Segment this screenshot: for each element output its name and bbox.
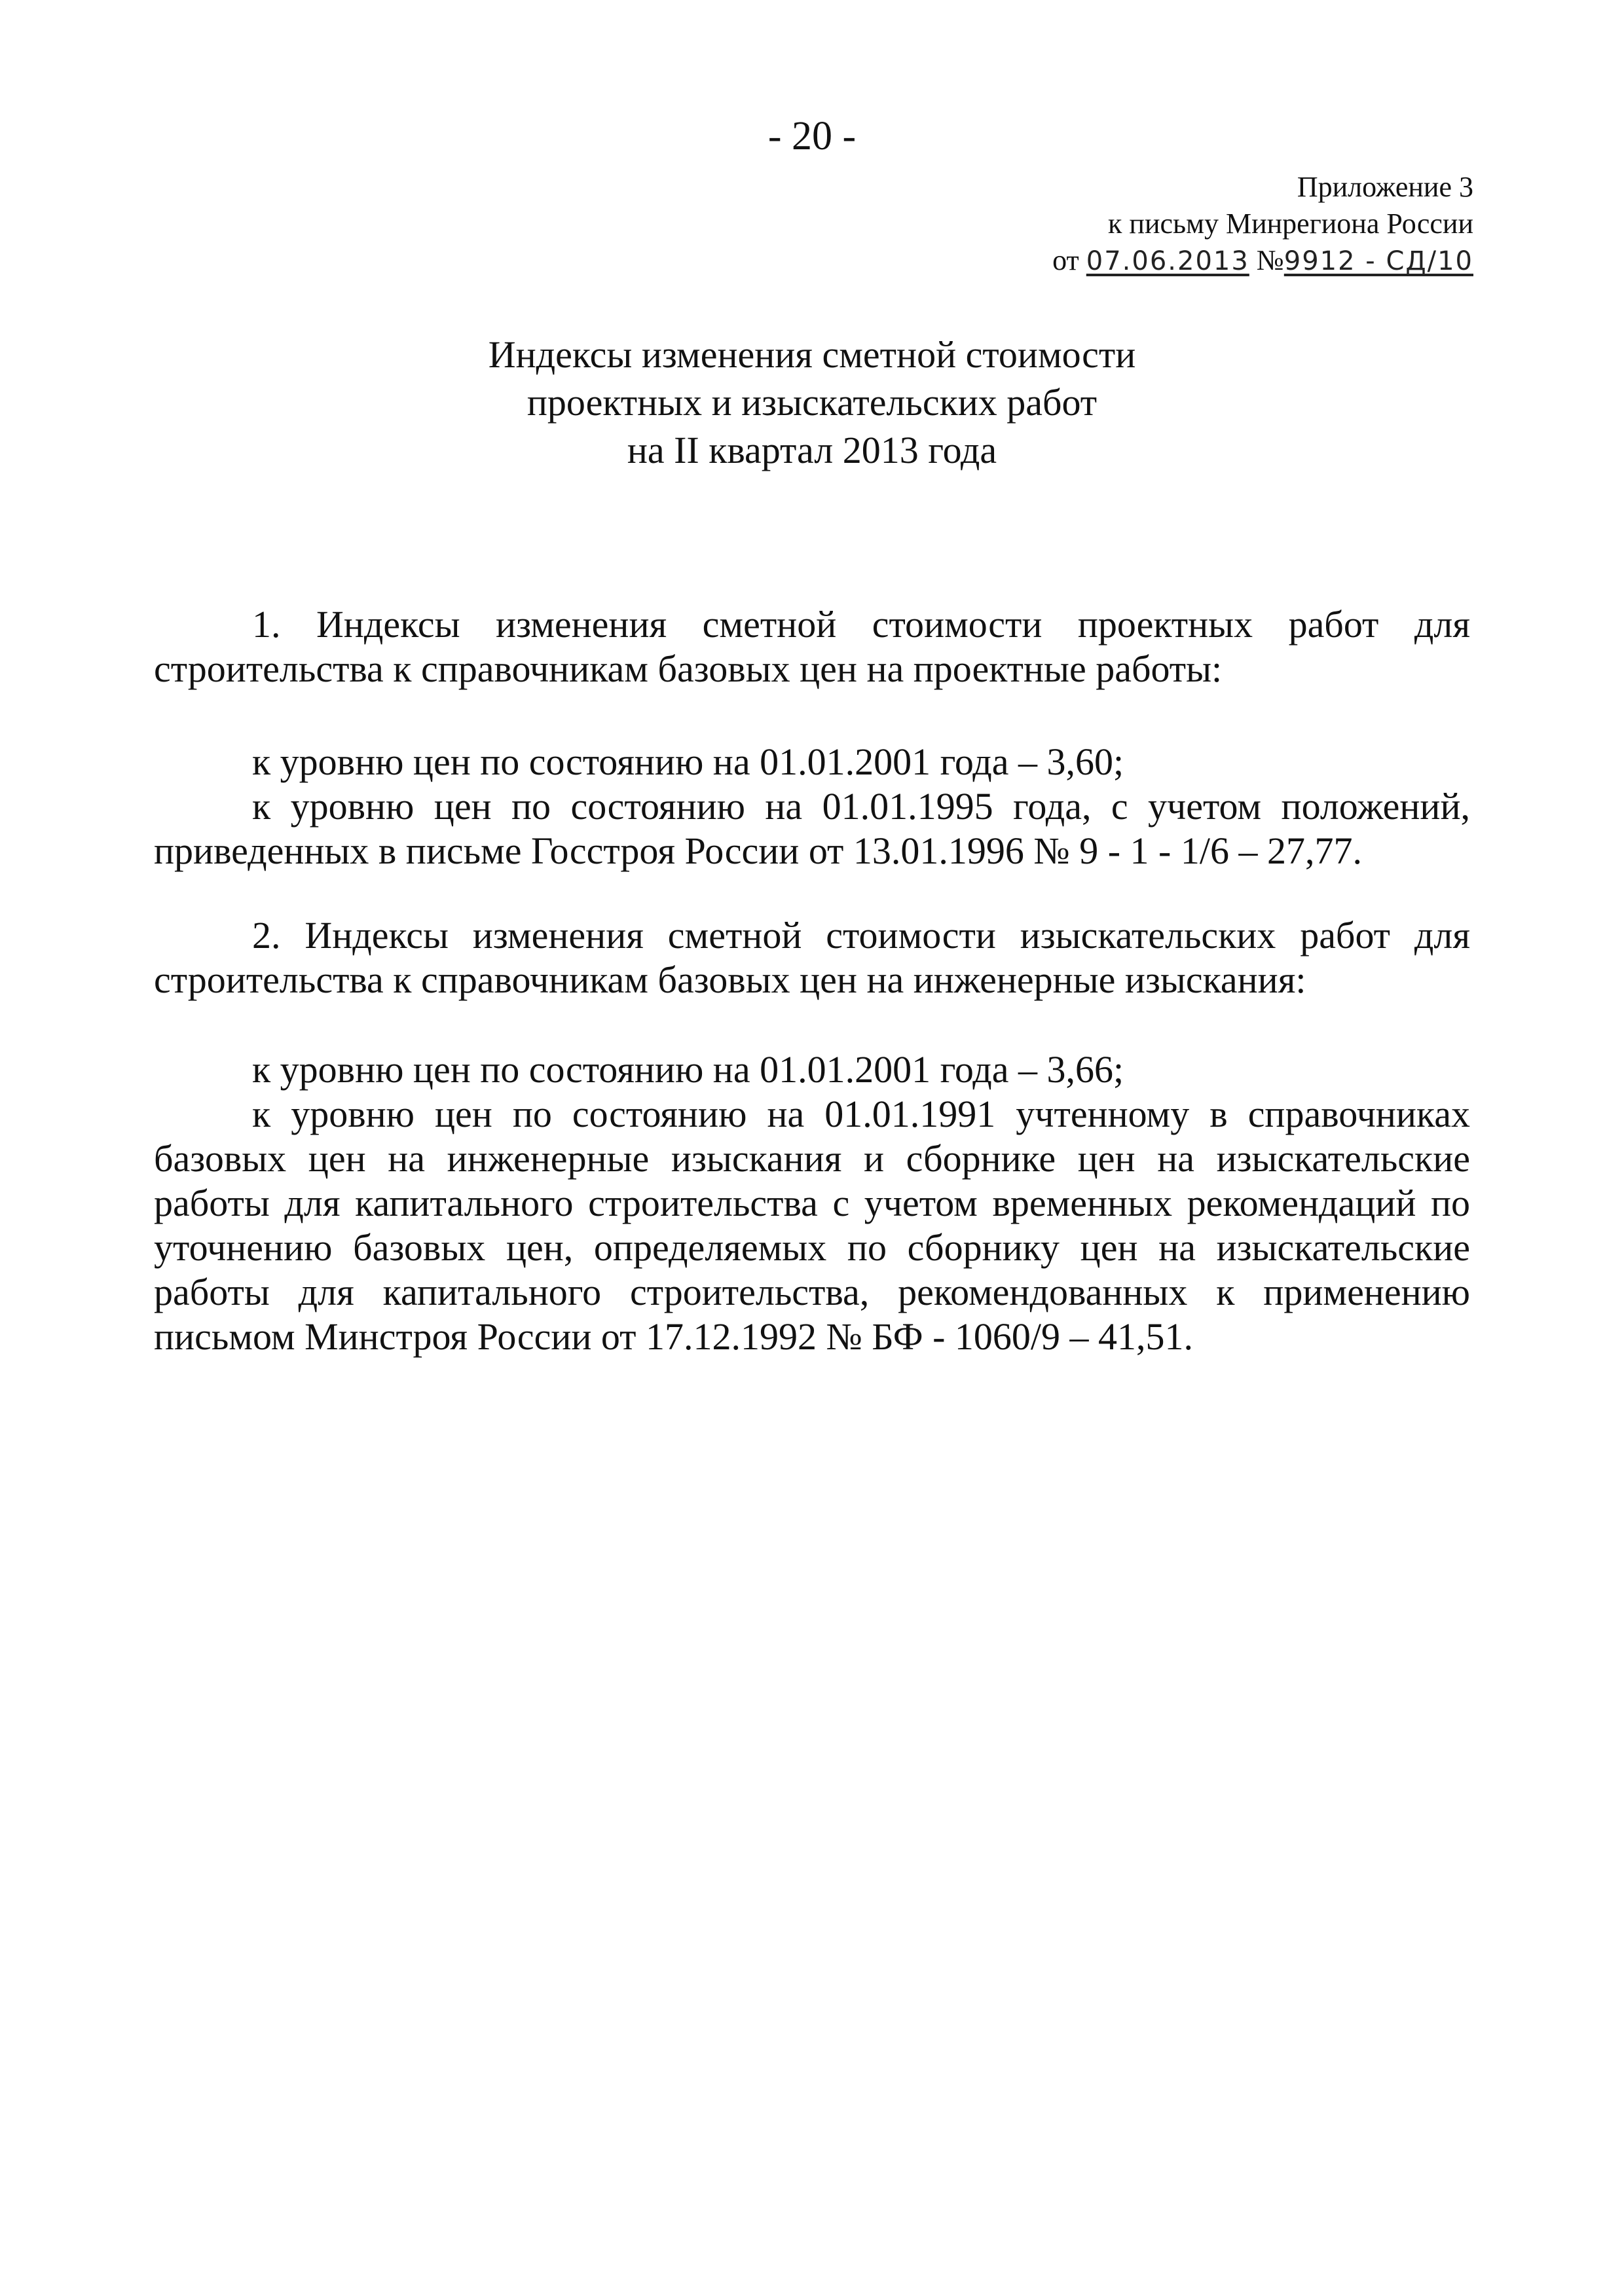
section-1-items	[154, 740, 1470, 873]
page-number: - 20 -	[767, 114, 857, 158]
title-line-1: Индексы изменения сметной стоимости	[488, 333, 1136, 376]
section-1-heading: 1. Индексы изменения сметной стоимости проектных работ для строительства к справочникам базовых цен на проектные работы:	[154, 603, 1470, 690]
section-2-heading-block	[154, 913, 1470, 1002]
appendix-date-prefix: от	[1052, 244, 1079, 276]
title-line-3: на II квартал 2013 года	[627, 429, 997, 471]
section-2-heading: 2. Индексы изменения сметной стоимости изыскательских работ для строительства к справочникам базовых цен на инженерные изыскания:	[154, 914, 1470, 1001]
section-1-heading-block	[154, 602, 1470, 691]
appendix-header	[1052, 169, 1473, 280]
appendix-label: Приложение 3	[1297, 171, 1473, 203]
number-sign: №	[1256, 244, 1284, 276]
section-1-item-2: к уровню цен по состоянию на 01.01.1995 года, с учетом положений, приведенных в письме Госстроя России от 13.01.1996 № 9 - 1 - 1/6 – 27,77.	[154, 785, 1470, 872]
section-2-item-1: к уровню цен по состоянию на 01.01.2001 года – 3,66;	[252, 1048, 1124, 1091]
appendix-reference: к письму Минрегиона России	[1108, 208, 1473, 240]
handwritten-number: 9912 - СД/10	[1283, 246, 1473, 276]
section-2-items	[154, 1048, 1470, 1359]
title-line-2: проектных и изыскательских работ	[526, 381, 1098, 424]
handwritten-date: 07.06.2013	[1086, 246, 1249, 276]
appendix-date-number	[1052, 242, 1473, 280]
document-title	[0, 331, 1624, 474]
section-1-item-1: к уровню цен по состоянию на 01.01.2001 года – 3,60;	[252, 740, 1124, 783]
section-2-item-2: к уровню цен по состоянию на 01.01.1991 учтенному в справочниках базовых цен на инженерные изыскания и сборнике цен на изыскательские работы для капитального строительства с учетом временных рекомендаций по уточнению базовых цен, определяемых по сборнику цен на изыскательские работы для капитального строительства, рекомендованных к применению письмом Минстроя России от 17.12.1992 № БФ - 1060/9 – 41,51.	[154, 1093, 1470, 1358]
